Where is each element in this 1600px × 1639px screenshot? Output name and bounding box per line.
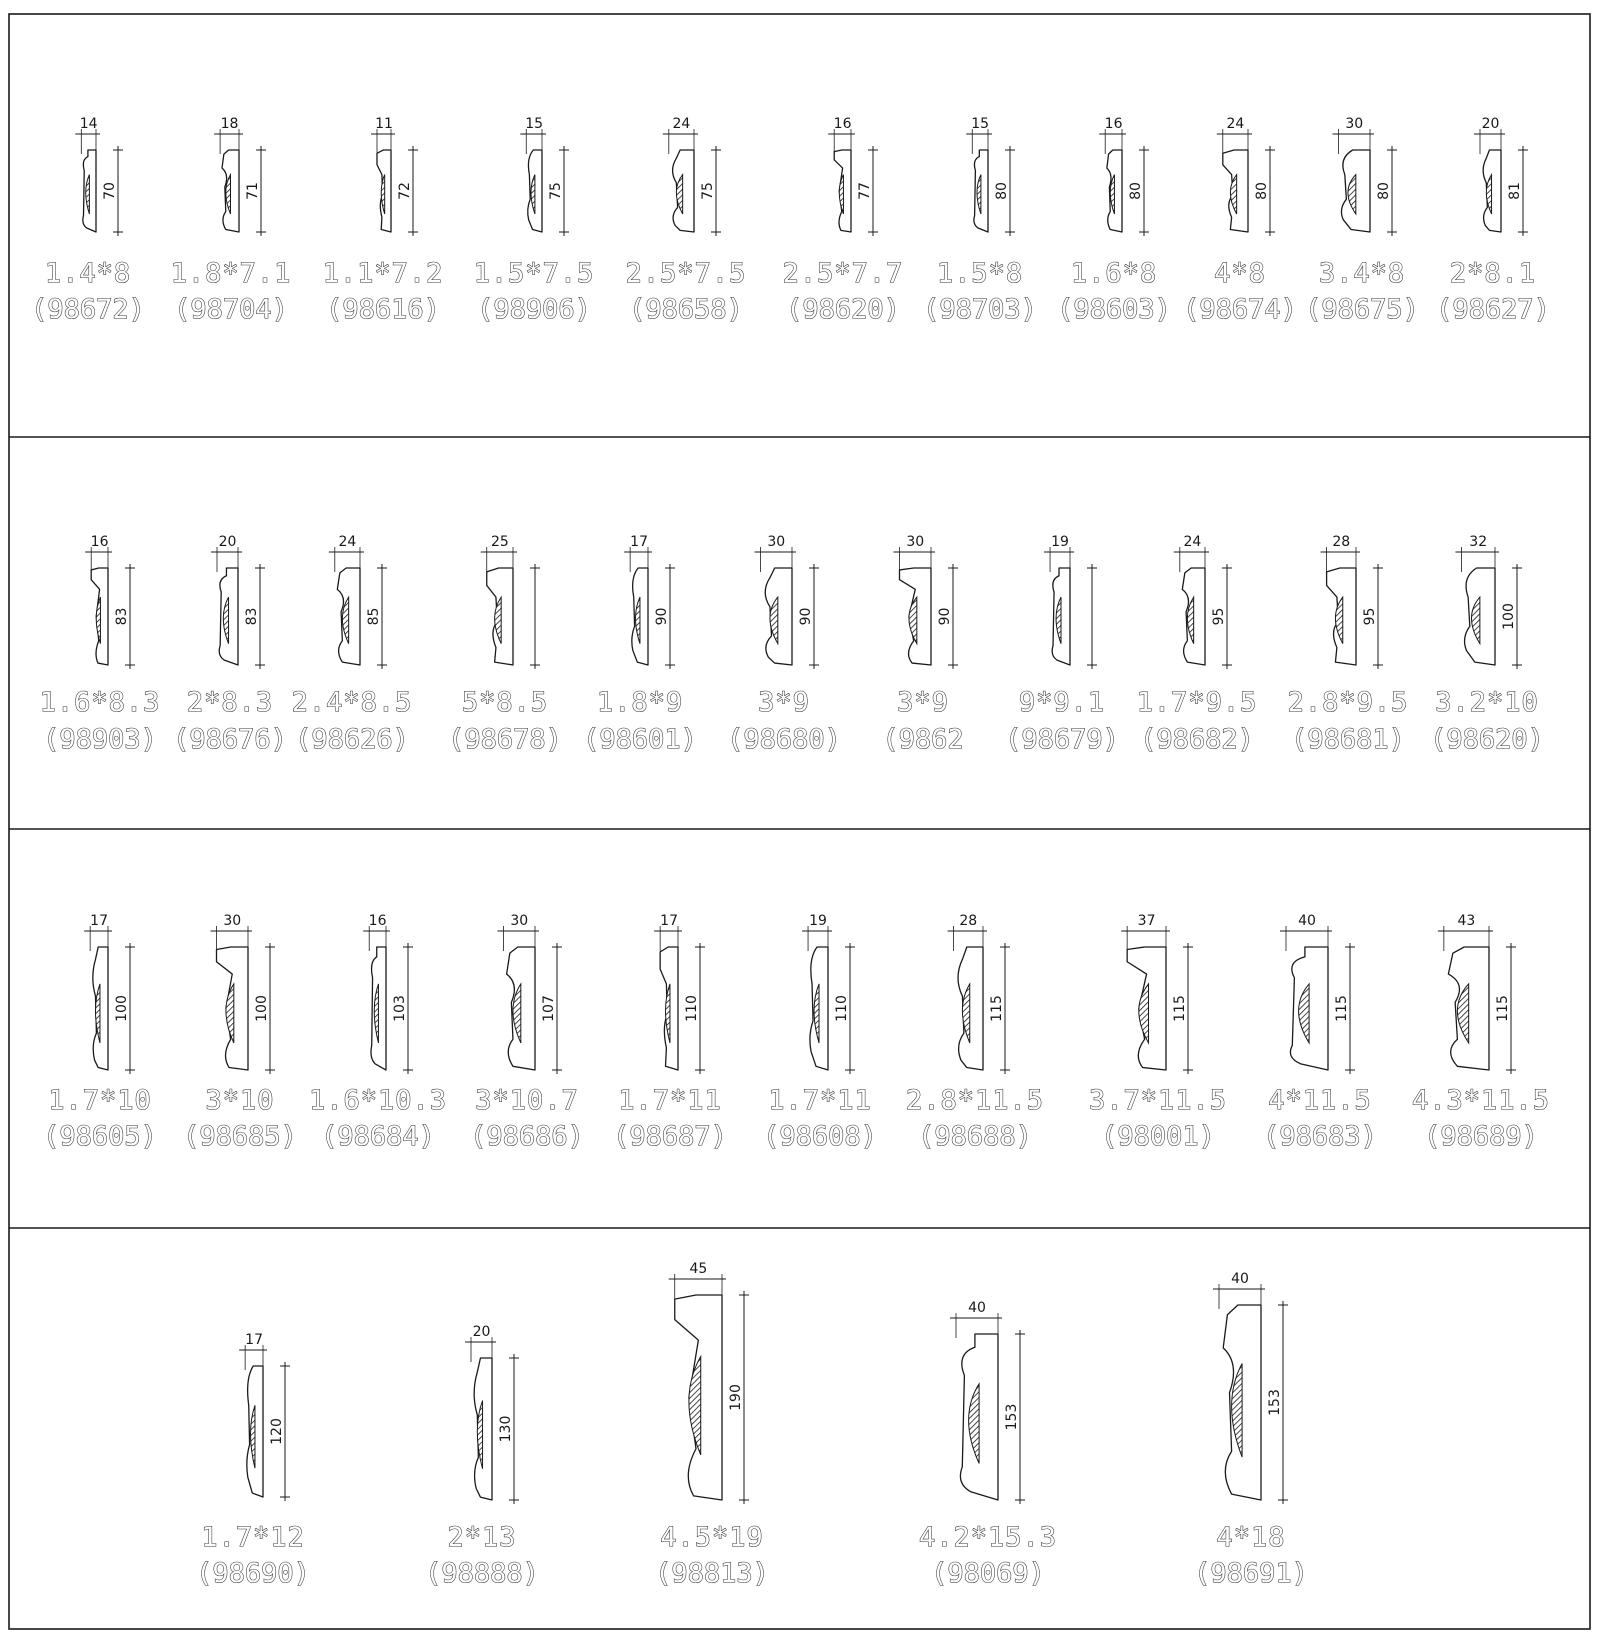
- code-label: (98678): [448, 724, 562, 755]
- code-label: (98658): [629, 294, 743, 325]
- width-label: 20: [472, 1324, 491, 1340]
- size-label: 1.1*7.2: [322, 258, 444, 289]
- size-label: 3.4*8: [1318, 258, 1406, 289]
- code-label: (98688): [918, 1121, 1032, 1152]
- size-label: 9*9.1: [1018, 687, 1106, 718]
- height-label: 80: [1128, 182, 1144, 200]
- code-label: (98672): [31, 294, 145, 325]
- profile-outline: [1483, 150, 1501, 232]
- profile-item: [727, 534, 841, 755]
- code-label: (98603): [1057, 294, 1171, 325]
- code-label: (98685): [183, 1121, 297, 1152]
- height-label: 80: [1376, 182, 1392, 200]
- width-label: 19: [809, 913, 827, 929]
- width-label: 45: [689, 1261, 708, 1277]
- profile-item: [923, 116, 1037, 325]
- size-label: 1.6*10.3: [308, 1085, 448, 1116]
- profile-item: [196, 1332, 310, 1589]
- size-label: 3*10: [205, 1085, 275, 1116]
- code-label: (98813): [655, 1558, 769, 1589]
- profile-item: [40, 534, 161, 755]
- width-label: 16: [1104, 116, 1123, 132]
- code-label: (98888): [425, 1558, 539, 1589]
- height-label: 80: [1254, 182, 1270, 200]
- profile-hatch: [909, 597, 917, 644]
- height-label: 115: [989, 995, 1005, 1022]
- size-label: 4.3*11.5: [1411, 1085, 1551, 1116]
- width-label: 11: [375, 116, 393, 132]
- profile-item: [292, 534, 413, 755]
- width-label: 40: [1298, 913, 1316, 929]
- width-label: 24: [1226, 116, 1245, 132]
- height-label: 107: [541, 995, 557, 1022]
- size-label: 1.7*11: [618, 1085, 722, 1116]
- size-label: 2.5*7.7: [782, 258, 904, 289]
- height-label: 100: [1501, 603, 1517, 630]
- width-label: 24: [672, 116, 691, 132]
- width-label: 30: [510, 913, 529, 929]
- profile-item: [1089, 913, 1227, 1152]
- size-label: 1.8*9: [596, 687, 684, 718]
- profile-item: [1305, 116, 1419, 325]
- width-label: 17: [90, 913, 108, 929]
- profile-item: [1005, 534, 1119, 755]
- code-label: (9862: [882, 724, 964, 755]
- height-label: 83: [114, 607, 130, 626]
- code-label: (98069): [931, 1558, 1045, 1589]
- profile-item: [906, 913, 1044, 1152]
- size-label: 2.8*11.5: [905, 1085, 1045, 1116]
- profile-item: [323, 116, 444, 325]
- height-label: 115: [1172, 995, 1188, 1022]
- code-label: (98627): [1436, 294, 1550, 325]
- code-label: (98620): [786, 294, 900, 325]
- profile-item: [425, 1324, 539, 1589]
- size-label: 2*8.1: [1449, 258, 1537, 289]
- code-label: (98704): [174, 294, 288, 325]
- sheet-frame: [9, 14, 1590, 1629]
- size-label: 2.4*8.5: [291, 687, 413, 718]
- profile-item: [1183, 116, 1297, 325]
- profile-outline: [474, 1358, 492, 1500]
- width-label: 17: [245, 1332, 263, 1348]
- height-label: 80: [994, 182, 1010, 200]
- width-label: 20: [1481, 116, 1500, 132]
- height-label: 103: [392, 995, 408, 1022]
- size-label: 1.4*8: [44, 258, 132, 289]
- code-label: (98001): [1101, 1121, 1215, 1152]
- size-label: 4*11.5: [1268, 1085, 1372, 1116]
- size-label: 1.5*8: [936, 258, 1024, 289]
- height-label: 75: [548, 182, 564, 200]
- profile-item: [31, 116, 145, 325]
- width-label: 16: [90, 534, 109, 550]
- code-label: (98690): [196, 1558, 310, 1589]
- profile-item: [882, 534, 963, 755]
- size-label: 3.2*10: [1435, 687, 1539, 718]
- profile-outline: [765, 568, 792, 665]
- code-label: (98684): [321, 1121, 435, 1152]
- size-label: 1.5*7.5: [473, 258, 595, 289]
- width-label: 43: [1457, 913, 1476, 929]
- profile-item: [1436, 116, 1550, 325]
- width-label: 24: [1183, 534, 1202, 550]
- width-label: 24: [338, 534, 357, 550]
- height-label: 72: [397, 182, 413, 200]
- size-label: 3*9: [758, 687, 810, 718]
- code-label: (98681): [1291, 724, 1405, 755]
- profile-item: [474, 116, 595, 325]
- width-label: 30: [1345, 116, 1364, 132]
- code-label: (98680): [727, 724, 841, 755]
- height-label: 130: [498, 1415, 514, 1443]
- profile-outline: [958, 947, 983, 1070]
- profile-item: [1430, 534, 1544, 755]
- code-label: (98605): [43, 1121, 157, 1152]
- height-label: 90: [937, 607, 953, 626]
- profile-item: [919, 1300, 1057, 1589]
- size-label: 4*18: [1216, 1522, 1286, 1553]
- width-label: 30: [906, 534, 925, 550]
- profile-item: [583, 534, 697, 755]
- size-label: 3.7*11.5: [1088, 1085, 1228, 1116]
- profile-list: [31, 116, 1550, 1589]
- profile-item: [1057, 116, 1171, 325]
- width-label: 19: [1051, 534, 1069, 550]
- height-label: 153: [1004, 1403, 1020, 1431]
- profile-item: [43, 913, 157, 1152]
- size-label: 3*10.7: [475, 1085, 579, 1116]
- profile-item: [783, 116, 904, 325]
- code-label: (98691): [1194, 1558, 1308, 1589]
- height-label: 71: [245, 182, 261, 200]
- height-label: 110: [834, 995, 850, 1022]
- size-label: 1.6*8: [1070, 258, 1158, 289]
- code-label: (98676): [173, 724, 287, 755]
- size-label: 1.7*11: [768, 1085, 872, 1116]
- code-label: (98674): [1183, 294, 1297, 325]
- code-label: (98679): [1005, 724, 1119, 755]
- profile-item: [470, 913, 584, 1152]
- code-label: (98703): [923, 294, 1037, 325]
- height-label: 100: [114, 995, 130, 1022]
- size-label: 1.7*9.5: [1136, 687, 1258, 718]
- profile-item: [1194, 1271, 1308, 1589]
- size-label: 4*8: [1214, 258, 1266, 289]
- profile-hatch: [226, 984, 234, 1043]
- sheet-border: [9, 14, 1590, 1629]
- profile-item: [1137, 534, 1258, 755]
- code-label: (98616): [326, 294, 440, 325]
- size-label: 2*8.3: [186, 687, 274, 718]
- size-label: 3*9: [897, 687, 949, 718]
- height-label: 110: [684, 995, 700, 1022]
- profile-item: [183, 913, 297, 1152]
- size-label: 1.7*12: [201, 1522, 305, 1553]
- width-label: 28: [959, 913, 978, 929]
- size-label: 1.7*10: [48, 1085, 152, 1116]
- height-label: 81: [1507, 182, 1523, 200]
- size-label: 4.5*19: [660, 1522, 764, 1553]
- width-label: 20: [218, 534, 237, 550]
- height-label: 190: [728, 1384, 744, 1411]
- code-label: (98686): [470, 1121, 584, 1152]
- width-label: 28: [1332, 534, 1351, 550]
- width-label: 14: [79, 116, 98, 132]
- width-label: 25: [490, 534, 509, 550]
- width-label: 30: [767, 534, 786, 550]
- width-label: 17: [660, 913, 678, 929]
- code-label: (98906): [477, 294, 591, 325]
- height-label: 95: [1211, 607, 1227, 626]
- width-label: 40: [1231, 1271, 1249, 1287]
- profile-item: [1263, 913, 1377, 1152]
- height-label: 85: [366, 607, 382, 626]
- profile-item: [626, 116, 747, 325]
- size-label: 4.2*15.3: [918, 1522, 1058, 1553]
- code-label: (98687): [613, 1121, 727, 1152]
- size-label: 5*8.5: [461, 687, 549, 718]
- height-label: 75: [700, 182, 716, 200]
- width-label: 16: [833, 116, 852, 132]
- profile-item: [1288, 534, 1409, 755]
- profile-hatch: [96, 597, 100, 644]
- profile-item: [763, 913, 877, 1152]
- height-label: 153: [1267, 1389, 1283, 1416]
- width-label: 15: [971, 116, 990, 132]
- profile-outline: [673, 150, 694, 232]
- height-label: 100: [254, 995, 270, 1022]
- profile-item: [171, 116, 292, 325]
- code-label: (98601): [583, 724, 697, 755]
- size-label: 1.6*8.3: [39, 687, 161, 718]
- height-label: 115: [1334, 995, 1350, 1022]
- code-label: (98620): [1430, 724, 1544, 755]
- height-label: 90: [798, 607, 814, 626]
- width-label: 37: [1137, 913, 1156, 929]
- width-label: 17: [630, 534, 648, 550]
- code-label: (98683): [1263, 1121, 1377, 1152]
- code-label: (98903): [43, 724, 157, 755]
- width-label: 16: [368, 913, 387, 929]
- profile-item: [448, 534, 562, 755]
- width-label: 40: [968, 1300, 986, 1316]
- size-label: 2*13: [447, 1522, 517, 1553]
- size-label: 2.8*9.5: [1287, 687, 1409, 718]
- height-label: 70: [102, 182, 118, 200]
- height-label: 77: [857, 182, 873, 200]
- code-label: (98682): [1140, 724, 1254, 755]
- width-label: 18: [220, 116, 239, 132]
- profile-hatch: [1139, 984, 1149, 1043]
- code-label: (98689): [1424, 1121, 1538, 1152]
- height-label: 95: [1362, 607, 1378, 626]
- code-label: (98675): [1305, 294, 1419, 325]
- profile-item: [309, 913, 447, 1152]
- width-label: 30: [223, 913, 242, 929]
- size-label: 1.8*7.1: [170, 258, 292, 289]
- height-label: 115: [1495, 995, 1511, 1022]
- code-label: (98626): [295, 724, 409, 755]
- size-label: 2.5*7.5: [625, 258, 747, 289]
- width-label: 15: [525, 116, 544, 132]
- width-label: 32: [1469, 534, 1488, 550]
- profile-item: [173, 534, 287, 755]
- height-label: 120: [269, 1418, 285, 1445]
- height-label: 83: [244, 607, 260, 626]
- profile-item: [613, 913, 727, 1152]
- profile-item: [1412, 913, 1550, 1152]
- profile-item: [655, 1261, 769, 1589]
- profile-hatch: [839, 175, 843, 214]
- code-label: (98608): [763, 1121, 877, 1152]
- height-label: 90: [654, 607, 670, 626]
